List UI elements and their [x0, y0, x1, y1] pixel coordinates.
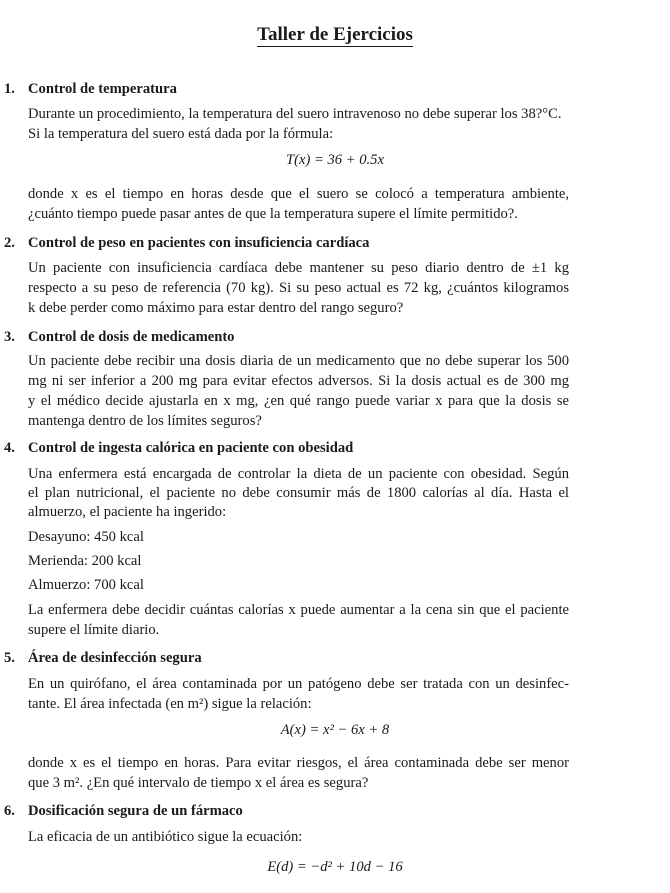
exercise-1-line: Durante un procedimiento, la temperatura del suero intravenoso no debe superar los 38?°C. — [28, 106, 562, 122]
exercise-5-formula: A(x) = x² − 6x + 8 — [280, 722, 390, 738]
exercise-1-formula: T(x) = 36 + 0.5x — [286, 152, 384, 168]
exercise-5-after-line: que 3 m². ¿En qué intervalo de tiempo x el área es segura? — [28, 775, 369, 791]
exercise-2-heading: 2. Control de peso en pacientes con insuficiencia cardíaca — [4, 235, 370, 251]
exercise-5-line: tante. El área infectada (en m²) sigue la relación: — [28, 696, 312, 712]
exercise-2-line: Un paciente con insuficiencia cardíaca debe mantener su peso diario dentro de ±1 kg — [28, 260, 569, 276]
exercise-3-line: mantenga dentro de los límites seguros? — [28, 413, 262, 429]
exercise-5-after-line: donde x es el tiempo en horas. Para evitar riesgos, el área contaminada debe ser menor — [28, 755, 569, 771]
meal-item: Almuerzo: 700 kcal — [28, 577, 144, 593]
exercise-4-line: el plan nutricional, el paciente no debe consumir más de 1800 calorías al día. Hasta el — [28, 485, 569, 501]
meal-item: Desayuno: 450 kcal — [28, 529, 144, 545]
exercise-4-after-line: La enfermera debe decidir cuántas calorías x puede aumentar a la cena sin que el paciente — [28, 602, 569, 618]
exercise-1-line: Si la temperatura del suero está dada por la fórmula: — [28, 126, 334, 142]
meal-item: Merienda: 200 kcal — [28, 553, 142, 569]
page-title: Taller de Ejercicios — [257, 24, 413, 45]
exercise-4-after-line: supere el límite diario. — [28, 622, 160, 638]
exercise-3-heading: 3. Control de dosis de medicamento — [4, 329, 235, 345]
exercise-3-line: Un paciente debe recibir una dosis diaria de un medicamento que no debe superar los 500 — [28, 353, 569, 369]
exercise-4-line: almuerzo, el paciente ha ingerido: — [28, 504, 227, 520]
exercise-1-after-line: ¿cuánto tiempo puede pasar antes de que la temperatura supere el límite permitido?. — [28, 206, 518, 222]
exercise-4-heading: 4. Control de ingesta calórica en paciente con obesidad — [4, 440, 354, 456]
exercise-2-line: respecto a su peso de referencia (70 kg). Si su peso actual es 72 kg, ¿cuántos kilogramos — [28, 280, 569, 296]
exercise-5-line: En un quirófano, el área contaminada por un patógeno debe ser tratada con un desinfec- — [28, 676, 569, 692]
exercise-5-heading: 5. Área de desinfección segura — [4, 650, 202, 666]
exercise-4-line: Una enfermera está encargada de controlar la dieta de un paciente con obesidad. Según — [28, 466, 569, 482]
exercise-6-formula: E(d) = −d² + 10d − 16 — [267, 859, 403, 875]
exercise-3-line: y el médico decide ajustarla en x mg, ¿en qué rango puede variar x para que la dosis se — [28, 393, 569, 409]
exercise-6-line: La eficacia de un antibiótico sigue la ecuación: — [28, 829, 303, 845]
exercise-3-line: mg ni ser inferior a 200 mg para evitar efectos adversos. Si la dosis actual es de 300 mg — [28, 373, 569, 389]
exercise-1-after-line: donde x es el tiempo en horas desde que el suero se colocó a temperatura ambiente, — [28, 186, 569, 202]
exercise-1-heading: 1. Control de temperatura — [4, 81, 177, 97]
exercise-6-heading: 6. Dosificación segura de un fármaco — [4, 803, 243, 819]
exercise-2-line: k debe perder como máximo para estar dentro del rango seguro? — [28, 300, 404, 316]
